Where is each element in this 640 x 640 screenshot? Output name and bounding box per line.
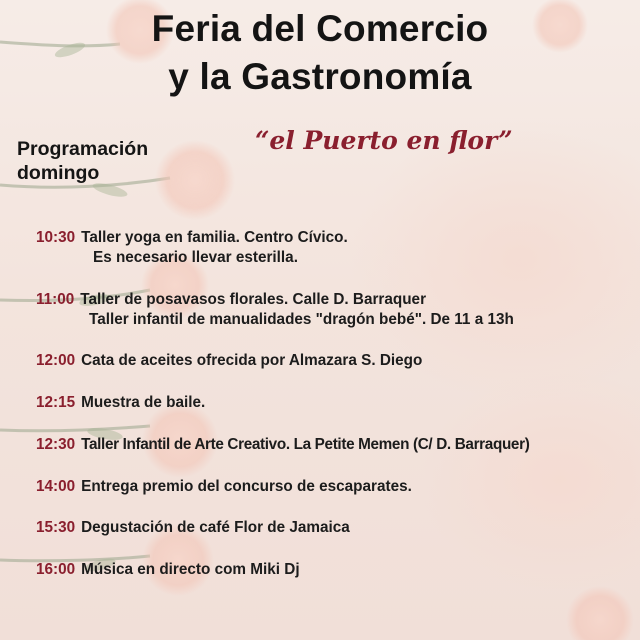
subtitle: “el Puerto en flor” — [255, 126, 513, 155]
event-row — [36, 478, 412, 496]
event-row — [36, 229, 348, 247]
programacion-heading — [17, 137, 148, 185]
event-row — [36, 436, 529, 454]
event-row — [36, 519, 350, 537]
event-time: 16:00 — [36, 561, 76, 578]
event-continuation: Es necesario llevar esterilla. — [93, 249, 298, 266]
title-line-2: y la Gastronomía — [168, 56, 472, 97]
event-time: 11:00 — [36, 291, 75, 308]
event-time: 12:30 — [36, 436, 76, 453]
programacion-line-1: Programación — [17, 138, 149, 160]
event-time: 12:00 — [36, 352, 76, 369]
programacion-line-2: domingo — [17, 162, 100, 184]
event-text: Cata de aceites ofrecida por Almazara S. Diego — [81, 352, 423, 369]
event-row — [36, 394, 205, 412]
event-row — [36, 561, 300, 579]
event-time: 15:30 — [36, 519, 76, 536]
event-text: Muestra de baile. — [81, 394, 206, 411]
event-text: Entrega premio del concurso de escaparates. — [81, 478, 412, 495]
event-row — [36, 352, 422, 370]
event-text: Música en directo com Miki Dj — [81, 561, 300, 578]
event-time: 14:00 — [36, 478, 76, 495]
event-text: Degustación de café Flor de Jamaica — [81, 519, 350, 536]
event-text: Taller de posavasos florales. Calle D. Barraquer — [80, 291, 427, 308]
event-text: Taller yoga en familia. Centro Cívico. — [81, 229, 348, 246]
event-text: Taller Infantil de Arte Creativo. La Petite Memen (C/ D. Barraquer) — [81, 436, 530, 453]
event-row — [36, 291, 426, 309]
event-time: 12:15 — [36, 394, 76, 411]
event-continuation: Taller infantil de manualidades "dragón bebé". De 11 a 13h — [89, 311, 514, 328]
title-line-1: Feria del Comercio — [151, 8, 489, 49]
event-time: 10:30 — [36, 229, 76, 246]
